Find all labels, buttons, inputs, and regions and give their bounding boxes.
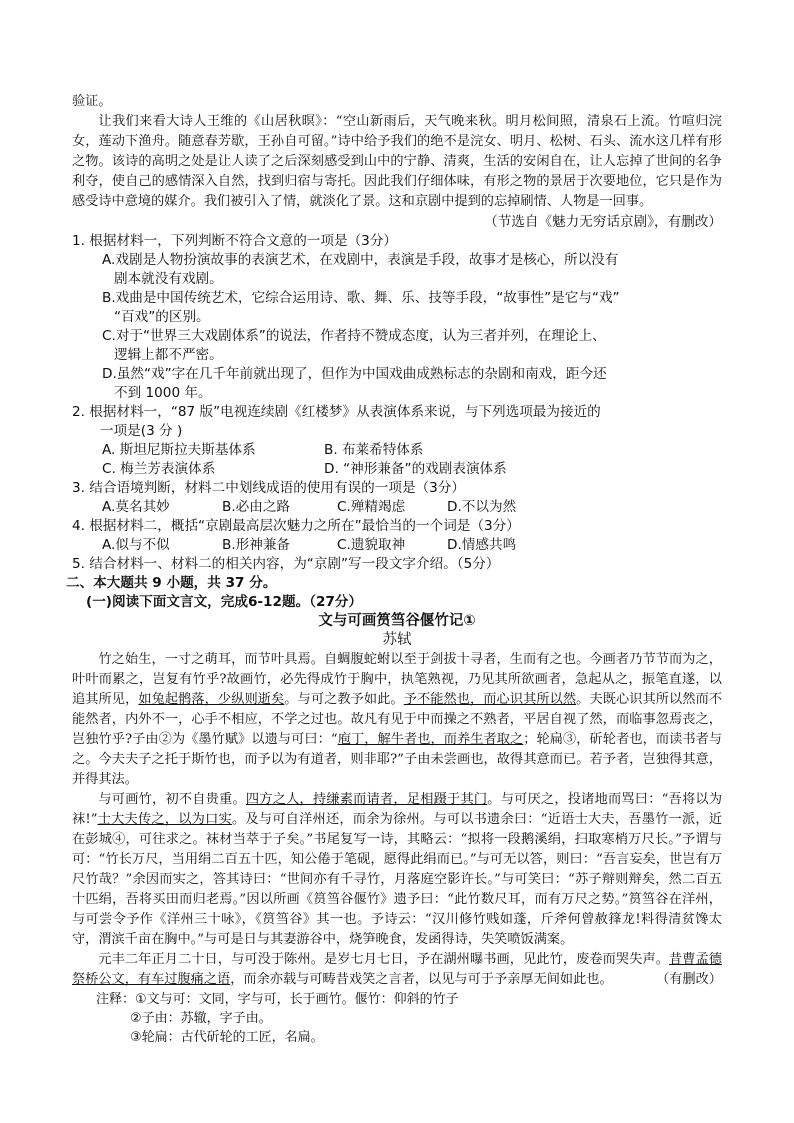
option-a: A.莫名其妙 bbox=[102, 499, 170, 515]
exam-page bbox=[66, 92, 723, 1047]
options-row bbox=[102, 441, 722, 460]
classical-title: 文与可画筼筜谷偃竹记① bbox=[318, 613, 476, 629]
question-1 bbox=[72, 232, 722, 403]
options-row bbox=[102, 460, 722, 479]
option-c: C.对于“世界三大戏剧体系”的说法，作者持不赞成态度，认为三者并列，在理论上、 bbox=[102, 328, 606, 344]
option-d: D. “神形兼备”的戏剧表演体系 bbox=[324, 461, 507, 477]
underlined-phrase: 昔曹孟德祭桥公文，有车过腹痛之语 bbox=[72, 952, 722, 987]
option-c: C.遗貌取神 bbox=[337, 537, 406, 553]
option-b: B.必由之路 bbox=[222, 499, 291, 515]
section-subheading: (一)阅读下面文言文，完成6-12题。（27分） bbox=[86, 594, 363, 610]
option-c: C. 梅兰芳表演体系 bbox=[102, 461, 216, 477]
option-a: A.戏剧是人物扮演故事的表演艺术，在戏剧中，表演是手段，故事才是核心，所以没有 bbox=[102, 252, 619, 268]
question-stem-cont: 一项是(3 分 ) bbox=[100, 423, 183, 439]
option-a: A.似与不似 bbox=[102, 537, 170, 553]
underlined-phrase: 四方之人，持缣素而请者，足相蹑于其门 bbox=[245, 792, 488, 807]
classical-paragraph-3: 元丰二年正月二十日，与可没于陈州。是岁七月七日，予在湖州曝书画，见此竹，废卷而哭失声。昔曹孟德祭桥公文，有车过腹痛之语，而余亦载与可畴昔戏笑之言者，以见与可于予亲厚无间如此也。 （有删改） bbox=[72, 950, 722, 990]
passage-paragraph: 让我们来看大诗人王维的《山居秋暝》：“空山新雨后，天气晚来秋。明月松间照，清泉石上流。竹喧归浣女，莲动下渔舟。随意春芳歇，王孙自可留。”诗中给予我们的绝不是浣女、明月、松树、石头、流水这几样有形之物。该诗的高明之处是让人读了之后深刻感受到山中的宁静、清爽，生活的安闲自在，让人忘掉了世间的名争利夺，使自己的感情深入自然，找到归宿与寄托。因此我们仔细体味，有形之物的景居于次要地位，它只是作为感受诗中意境的媒介。我们被引入了情，就淡化了景。这和京剧中提到的忘掉刷情、人物是一回事。 bbox=[72, 114, 722, 209]
option-d-cont: 不到 1000 年。 bbox=[114, 385, 212, 401]
question-stem: 1. 根据材料一，下列判断不符合文意的一项是（3分） bbox=[72, 233, 398, 249]
section-heading: 二、本大题共 9 小题，共 37 分。 bbox=[66, 575, 277, 591]
option-b: B.戏曲是中国传统艺术，它综合运用诗、歌、舞、乐、技等手段，“故事性”是它与“戏” bbox=[102, 290, 620, 306]
question-stem: 2. 根据材料一，“87 版”电视连续剧《红楼梦》从表演体系来说，与下列选项最为接近的 bbox=[72, 404, 601, 420]
note-3: ③轮扁：古代斫轮的工匠，名扁。 bbox=[130, 1030, 324, 1045]
question-stem: 4. 根据材料二，概括“京剧最高层次魅力之所在”最恰当的一个词是（3分） bbox=[72, 518, 520, 534]
classical-paragraph-2: 与可画竹，初不自贵重。四方之人，持缣素而请者，足相蹑于其门。与可厌之，投诸地而骂曰：“吾将以为袜!”士大夫传之，以为口实。及与可自洋州还，而余为徐州。与可以书遗余曰：“近语士大夫，吾墨竹一派，近在彭城④，可往求之。袜材当萃于子矣。”书尾复写一诗，其略云：“拟将一段鹅溪绢，扫取寒梢万尺长。”予谓与可：“竹长万尺，当用绢二百五十匹，知公倦于笔砚，愿得此绢而已。”与可无以答，则曰：“吾言妄矣，世岂有万尺竹哉？”余因而实之，答其诗曰：“世间亦有千寻竹，月落庭空影许长。”与可笑曰：“苏子辩则辩矣，然二百五十匹绢，吾将买田而归老焉。”因以所画《筼筜谷偃竹》遗予曰：“此竹数尺耳，而有万尺之势。”筼筜谷在洋州，与可尝令予作《洋州三十咏》，《筼筜谷》其一也。予诗云：“汉川修竹贱如蓬，斤斧何曾赦箨龙!料得清贫馋太守，渭滨千亩在胸中。”与可是日与其妻游谷中，烧笋晚食，发函得诗，失笑喷饭满案。 bbox=[72, 792, 723, 947]
classical-paragraph-1: 竹之始生，一寸之萌耳，而节叶具焉。自蜩腹蛇蚹以至于剑拔十寻者，生而有之也。今画者乃节节而为之，叶叶而累之，岂复有竹乎?故画竹，必先得成竹于胸中，执笔熟视，乃见其所欲画者，急起从之，振笔直遂，以追其所见，如兔起鹘落，少纵则逝矣。与可之教予如此。予不能然也，而心识其所以然。夫既心识其所以然而不能然者，内外不一，心手不相应，不学之过也。故凡有见于中而操之不熟者，平居自视了然，而临事忽焉丧之，岂独竹乎?子由②为《墨竹赋》以遗与可曰：“庖丁，解牛者也，而养生者取之；轮扁③，斫轮者也，而读书者与之。今夫夫子之托于斯竹也，而予以为有道者，则非耶?”子由未尝画也，故得其意而已。若予者，岂独得其意，并得其法。 bbox=[72, 652, 723, 787]
option-b-cont: “百戏”的区别。 bbox=[114, 309, 210, 325]
question-3 bbox=[72, 479, 722, 517]
option-d: D.不以为然 bbox=[447, 499, 517, 515]
question-2 bbox=[72, 403, 722, 479]
note-1: 注释：①文与可：文同，字与可，长于画竹。偃竹：仰斜的竹子 bbox=[96, 992, 459, 1007]
underlined-phrase: 如兔起鹘落，少纵则逝矣 bbox=[138, 692, 285, 707]
passage-source: （节选自《魅力无穷话京剧》，有删改） bbox=[484, 214, 722, 230]
question-stem: 3. 结合语境判断，材料二中划线成语的使用有误的一项是（3分） bbox=[72, 480, 465, 496]
question-4 bbox=[72, 517, 722, 555]
underlined-phrase: 庖丁，解牛者也，而养生者取之 bbox=[337, 732, 524, 747]
classical-author: 苏轼 bbox=[382, 632, 412, 648]
options-row bbox=[102, 536, 722, 555]
option-b: B.形神兼备 bbox=[222, 537, 291, 553]
note-2: ②子由：苏辙，字子由。 bbox=[130, 1011, 272, 1026]
option-b: B. 布莱希特体系 bbox=[324, 442, 424, 458]
option-d: D.虽然“戏”字在几千年前就出现了，但作为中国戏曲成熟标志的杂剧和南戏，距今还 bbox=[102, 366, 607, 382]
option-c: C.殚精竭虑 bbox=[337, 499, 406, 515]
question-5: 5. 结合材料一、材料二的相关内容，为“京剧”写一段文字介绍。（5分） bbox=[72, 556, 500, 572]
underlined-phrase: 予不能然也，而心识其所以然 bbox=[403, 692, 577, 707]
options-row bbox=[102, 498, 722, 517]
option-d: D.情感共鸣 bbox=[447, 537, 517, 553]
option-c-cont: 逻辑上都不严密。 bbox=[114, 347, 223, 363]
option-a: A. 斯坦尼斯拉夫斯基体系 bbox=[102, 442, 256, 458]
underlined-phrase: 士大夫传之，以为口实 bbox=[97, 812, 232, 827]
option-a-cont: 剧本就没有戏剧。 bbox=[114, 271, 223, 287]
passage-line: 验证。 bbox=[72, 94, 112, 109]
deletion-note: （有删改） bbox=[656, 972, 722, 987]
